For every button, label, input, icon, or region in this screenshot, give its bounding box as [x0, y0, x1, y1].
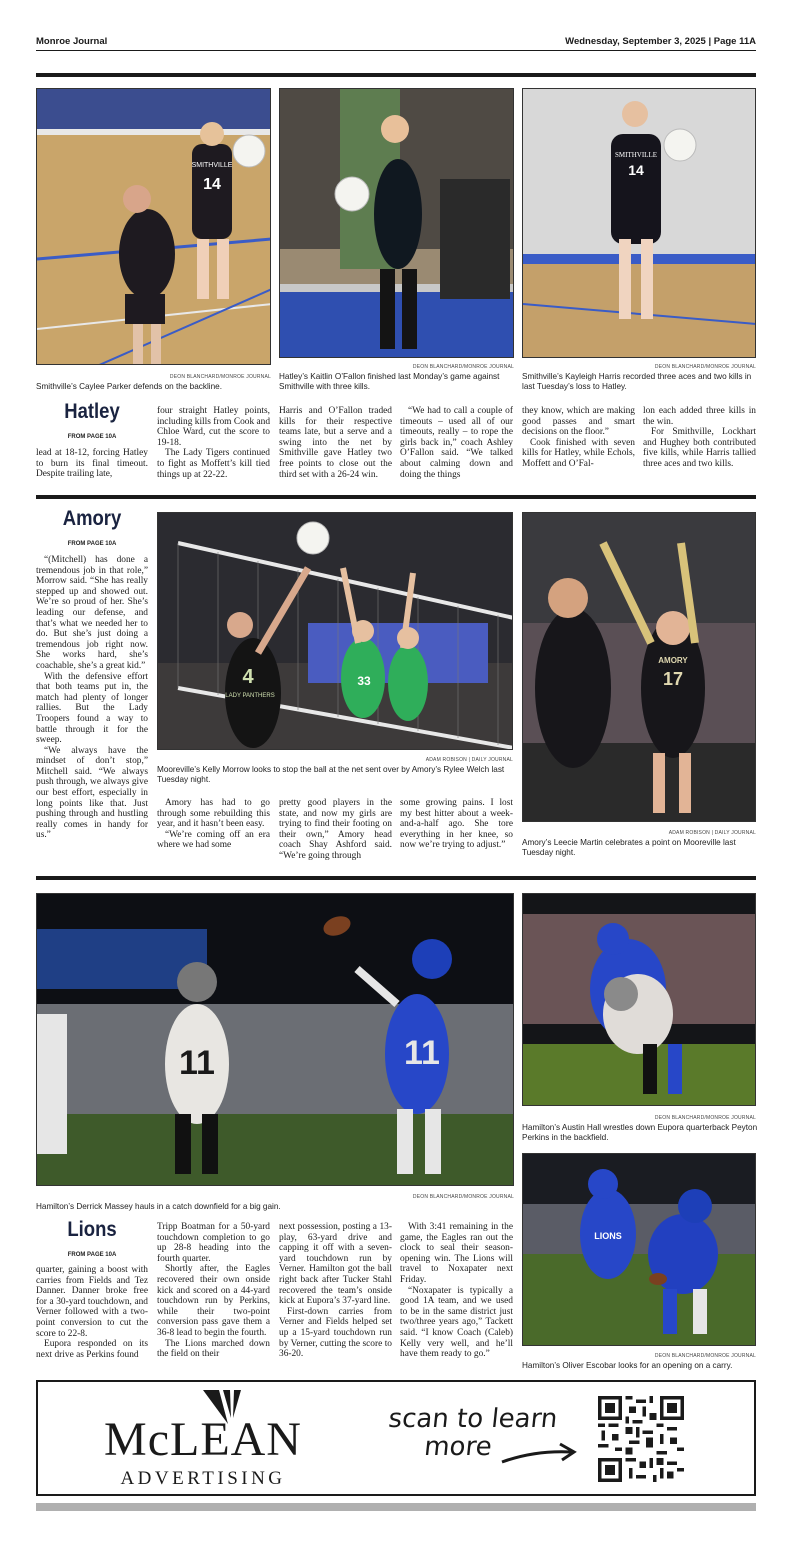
lions-paragraph: Eupora responded on its next drive as Perkins found: [36, 1339, 148, 1360]
hatley-col-6: [643, 406, 756, 470]
photo-caption: Hamilton’s Austin Hall wrestles down Eupora quarterback Peyton Perkins in the backfield.: [522, 1123, 758, 1143]
jersey-smithville-2: SMITHVILLE: [615, 151, 657, 159]
paper-name: Monroe Journal: [36, 36, 108, 47]
photo-credit: ADAM ROBISON | DAILY JOURNAL: [425, 757, 513, 763]
dateline: Wednesday, September 3, 2025 | Page 11A: [565, 36, 756, 47]
hatley-col-1: [36, 448, 148, 480]
headline-lions: Lions: [67, 1218, 117, 1241]
photo-oliver-escobar: [522, 1153, 756, 1346]
photo-kelly-morrow: [157, 512, 513, 750]
section-rule-lions: [36, 876, 756, 880]
amory-paragraph: “We always have the mindset of don’t stop,” Mitchell said. “We always push through, we always give our best effort, especially in long points like that. Just pushing through and hustling really comes in handy for us.”: [36, 745, 148, 841]
mclean-advertisement[interactable]: [36, 1380, 756, 1496]
qr-code-icon[interactable]: [598, 1396, 684, 1482]
footer-bar: [36, 1503, 756, 1511]
lions-col-1: [36, 1265, 148, 1360]
lions-paragraph: First-down carries from Verner and Fields helped set up a 15-yard touchdown run by Verner, cutting the score to 36-20.: [279, 1306, 392, 1360]
ad-cta-line2: more: [422, 1432, 494, 1462]
hatley-paragraph: lead at 18-12, forcing Hatley to burn its final timeout. Despite trailing late,: [36, 448, 148, 480]
photo-caption: Hamilton’s Oliver Escobar looks for an opening on a carry.: [522, 1361, 733, 1370]
amory-col-3: [279, 798, 392, 862]
lions-col-2: [157, 1222, 270, 1360]
lions-paragraph: Tripp Boatman for a 50-yard touchdown completion to go up 28-8 heading into the fourth quarter.: [157, 1222, 270, 1264]
photo-caption: Smithville’s Kayleigh Harris recorded three aces and two kills in last Tuesday’s loss to Hatley.: [522, 372, 752, 392]
jersey-amory: AMORY: [658, 656, 688, 665]
photo-derrick-massey: [36, 893, 514, 1186]
section-rule-top: [36, 73, 756, 77]
header-rule: [36, 50, 756, 51]
photo-caylee-parker: [36, 88, 271, 365]
lions-paragraph: quarter, gaining a boost with carries from Fields and Tez Danner. Danner broke free for a 30-yard touchdown, and Verner followed with a two-point conversion to cut the score to 22-8.: [36, 1265, 148, 1339]
jersey-number-14a: 14: [203, 176, 221, 193]
photo-caption: Hatley’s Kaitlin O’Fallon finished last Monday’s game against Smithville with three kills.: [279, 372, 500, 392]
lions-paragraph: The Lions marched down the field on their: [157, 1338, 270, 1360]
photo-credit: DEON BLANCHARD/MONROE JOURNAL: [654, 1353, 756, 1359]
amory-paragraph: “(Mitchell) has done a tremendous job in that role,” Morrow said. “She has really stepped up and showed out. We’re so proud of her. She’s leading our defense, and that’s what we needed her to do. But she’s just doing a tremendous job right now. She works hard, she’s coachable, she’s a great kid.”: [36, 555, 148, 671]
lions-paragraph: next possession, posting a 13-play, 63-yard drive and capping it off with a seven-yard touchdown run by Verner. Hamilton got the ball right back after Tucker Stahl recovered the team’s onside kick at Eupora’s 37-yard line.: [279, 1222, 392, 1307]
photo-credit: DEON BLANCHARD/MONROE JOURNAL: [169, 374, 271, 380]
hatley-paragraph: Harris and O’Fallon traded kills for their respective teams late, but a serve and a swing into the net by Smithville gave Hatley two free points to close out the third set with a 26-24 win.: [279, 406, 392, 480]
amory-paragraph: some growing pains. I lost my best hitter about a week-and-a-half ago. She tore everything in her knee, so now we’re trying to adjust.”: [400, 798, 513, 851]
photo-credit: DEON BLANCHARD/MONROE JOURNAL: [654, 1115, 756, 1121]
jersey-number-33: 33: [357, 674, 371, 688]
hatley-paragraph: lon each added three kills in the win.: [643, 406, 756, 427]
hatley-paragraph: “We had to call a couple of timeouts – used all of our timeouts, really – to rope the girls back in,” coach Ashley O’Fallon said. “We talked about calming down and doing the things: [400, 406, 513, 480]
photo-kaitlin-ofallon: [279, 88, 514, 358]
amory-col-4: [400, 798, 513, 851]
jump-from-lions: FROM PAGE 10A: [67, 1252, 117, 1258]
hatley-paragraph: they know, which are making good passes and smart decisions on the floor.”: [522, 406, 635, 438]
amory-paragraph: pretty good players in the state, and now my girls are trying to find their footing on their own,” Amory head coach Shay Ashford said. “We’re going through: [279, 798, 392, 861]
lions-paragraph: Shortly after, the Eagles recovered their own onside kick and scored on a 44-yard touchdown run by Perkins, while their two-point conversion pass gave them a 36-8 lead to begin the fourth.: [157, 1264, 270, 1338]
photo-kayleigh-harris: [522, 88, 756, 358]
ad-cta-line1: scan to learn: [387, 1404, 559, 1434]
hatley-paragraph: The Lady Tigers continued to fight as Moffett’s kill tied things up at 22-22.: [157, 448, 270, 480]
mclean-brand: McLEAN: [104, 1413, 302, 1466]
photo-credit: DEON BLANCHARD/MONROE JOURNAL: [654, 364, 756, 370]
jersey-smithville-1: SMITHVILLE: [191, 162, 233, 169]
jump-from-amory: FROM PAGE 10A: [67, 541, 117, 547]
jersey-number-4: 4: [242, 666, 254, 688]
mclean-subbrand: ADVERTISING: [120, 1468, 286, 1489]
jersey-number-11b: 11: [404, 1034, 440, 1072]
photo-caption: Hamilton’s Derrick Massey hauls in a catch downfield for a big gain.: [36, 1202, 281, 1211]
jump-from-hatley: FROM PAGE 10A: [67, 434, 117, 440]
jersey-number-14b: 14: [628, 162, 644, 178]
jersey-number-11a: 11: [179, 1044, 215, 1082]
headline-hatley: Hatley: [64, 400, 120, 423]
amory-col-2: [157, 798, 270, 851]
jersey-lady-panthers: LADY PANTHERS: [225, 693, 275, 699]
photo-caption: Amory’s Leecie Martin celebrates a point on Mooreville last Tuesday night.: [522, 838, 736, 858]
photo-credit: ADAM ROBISON | DAILY JOURNAL: [668, 830, 756, 836]
lions-col-4: [400, 1222, 513, 1360]
hatley-col-5: [522, 406, 635, 470]
hatley-paragraph: four straight Hatley points, including kills from Cook and Chloe Ward, cut the score to 19-18.: [157, 406, 271, 448]
lions-paragraph: With 3:41 remaining in the game, the Eagles ran out the clock to seal their season-opening win. The Lions will travel to Noxapater next Friday.: [400, 1222, 513, 1285]
headline-amory: Amory: [62, 507, 122, 530]
lions-col-3: [279, 1222, 392, 1360]
photo-leecie-martin: [522, 512, 756, 822]
photo-caption: Mooreville’s Kelly Morrow looks to stop the ball at the net sent over by Amory’s Rylee Welch last Tuesday night.: [157, 765, 505, 785]
hatley-col-2: [157, 406, 270, 480]
jersey-lions: LIONS: [594, 1231, 622, 1241]
lions-paragraph: “Noxapater is typically a good 1A team, and we used to be in the same district just two/three years ago,” Tackett said. “I know Coach (Caleb) Kelly very well, and he’ll have them ready to go.”: [400, 1285, 513, 1360]
amory-paragraph: Amory has had to go through some rebuilding this year, and it hasn’t been easy.: [157, 798, 270, 830]
amory-paragraph: With the defensive effort that both teams put in, the match had plenty of longer rallies. But the Lady Troopers found a way to battle through it for the sweep.: [36, 671, 148, 746]
hatley-paragraph: Cook finished with seven kills for Hatley, while Echols, Moffett and O’Fal-: [522, 437, 635, 469]
photo-credit: DEON BLANCHARD/MONROE JOURNAL: [412, 1194, 514, 1200]
arrow-right-icon: [500, 1440, 580, 1470]
photo-austin-hall: [522, 893, 756, 1106]
photo-credit: DEON BLANCHARD/MONROE JOURNAL: [412, 364, 514, 370]
jersey-number-17: 17: [662, 669, 684, 689]
hatley-col-3: [279, 406, 392, 480]
hatley-col-4: [400, 406, 513, 480]
section-rule-amory: [36, 495, 756, 499]
amory-col-1: [36, 555, 148, 841]
photo-caption: Smithville’s Caylee Parker defends on the backline.: [36, 382, 222, 391]
amory-paragraph: “We’re coming off an era where we had some: [157, 829, 270, 851]
hatley-paragraph: For Smithville, Lockhart and Hughey both contributed five kills, while Harris tallied three aces and two kills.: [643, 427, 756, 469]
